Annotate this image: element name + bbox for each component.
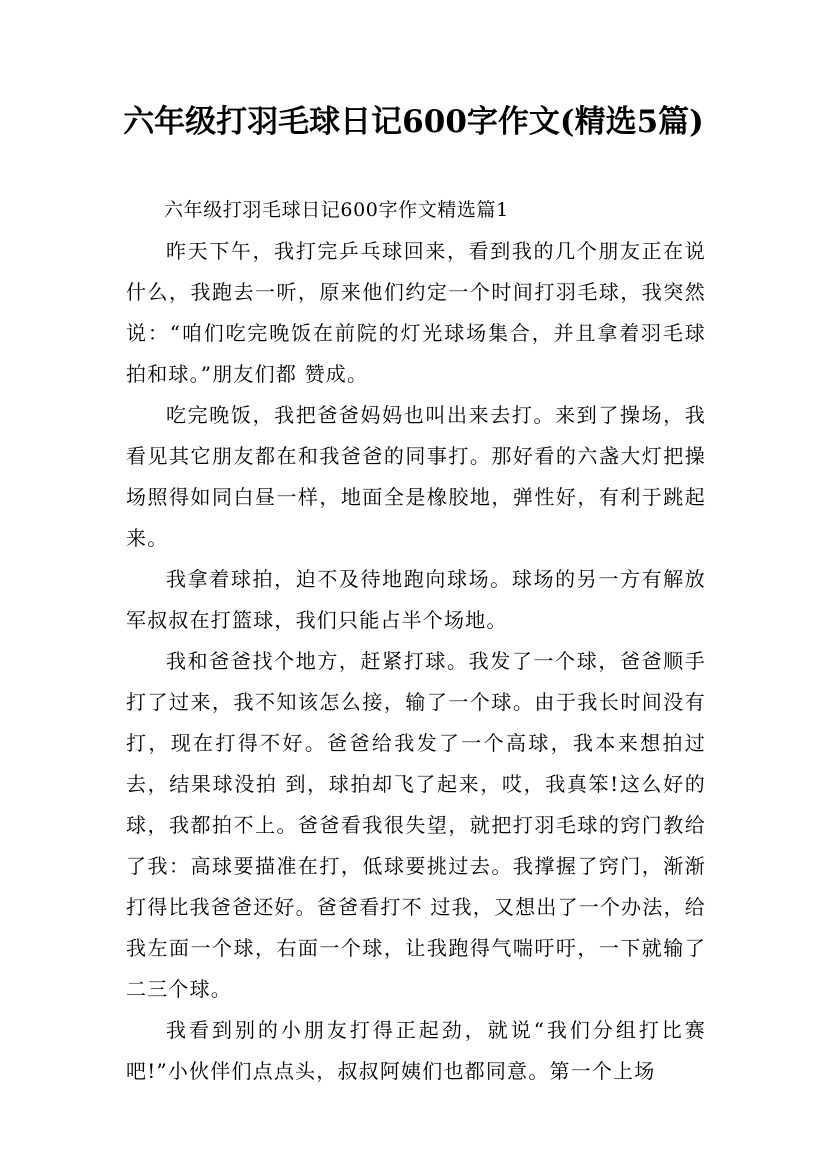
paragraph: 我拿着球拍，迫不及待地跑向球场。球场的另一方有解放军叔叔在打篮球，我们只能占半个场地。 [126, 567, 706, 632]
section-heading: 六年级打羽毛球日记600字作文精选篇1 [164, 199, 509, 221]
document-title: 六年级打羽毛球日记600字作文(精选5篇) [123, 104, 704, 140]
paragraph: 我和爸爸找个地方，赶紧打球。我发了一个球，爸爸顺手打了过来，我不知该怎么接，输了一个球。由于我长时间没有打，现在打得不好。爸爸给我发了一个高球，我本来想拍过去，结果球没拍 到，球拍却飞了起来，哎，我真笨!这么好的球，我都拍不上。爸爸看我很失望，就把打羽毛球的窍门教给了我：高球要描准在打，低球要挑过去。我撑握了窍门，渐渐打得比我爸爸还好。爸爸看打不 过我，又想出了一个办法，给我左面一个球，右面一个球，让我跑得气喘吁吁，一下就输了二三个球。 [126, 649, 706, 1001]
document-body [126, 190, 706, 1092]
paragraph: 我看到别的小朋友打得正起劲，就说“我们分组打比赛吧!”小伙伴们点点头，叔叔阿姨们也都同意。第一个上场 [126, 1018, 706, 1083]
paragraph: 昨天下午，我打完乒乓球回来，看到我的几个朋友正在说什么，我跑去一听，原来他们约定一个时间打羽毛球，我突然说：“咱们吃完晚饭在前院的灯光球场集合，并且拿着羽毛球拍和球。”朋友们都 赞成。 [126, 239, 706, 386]
paragraph: 吃完晚饭，我把爸爸妈妈也叫出来去打。来到了操场，我看见其它朋友都在和我爸爸的同事打。那好看的六盏大灯把操场照得如同白昼一样，地面全是橡胶地，弹性好，有利于跳起来。 [126, 403, 706, 550]
